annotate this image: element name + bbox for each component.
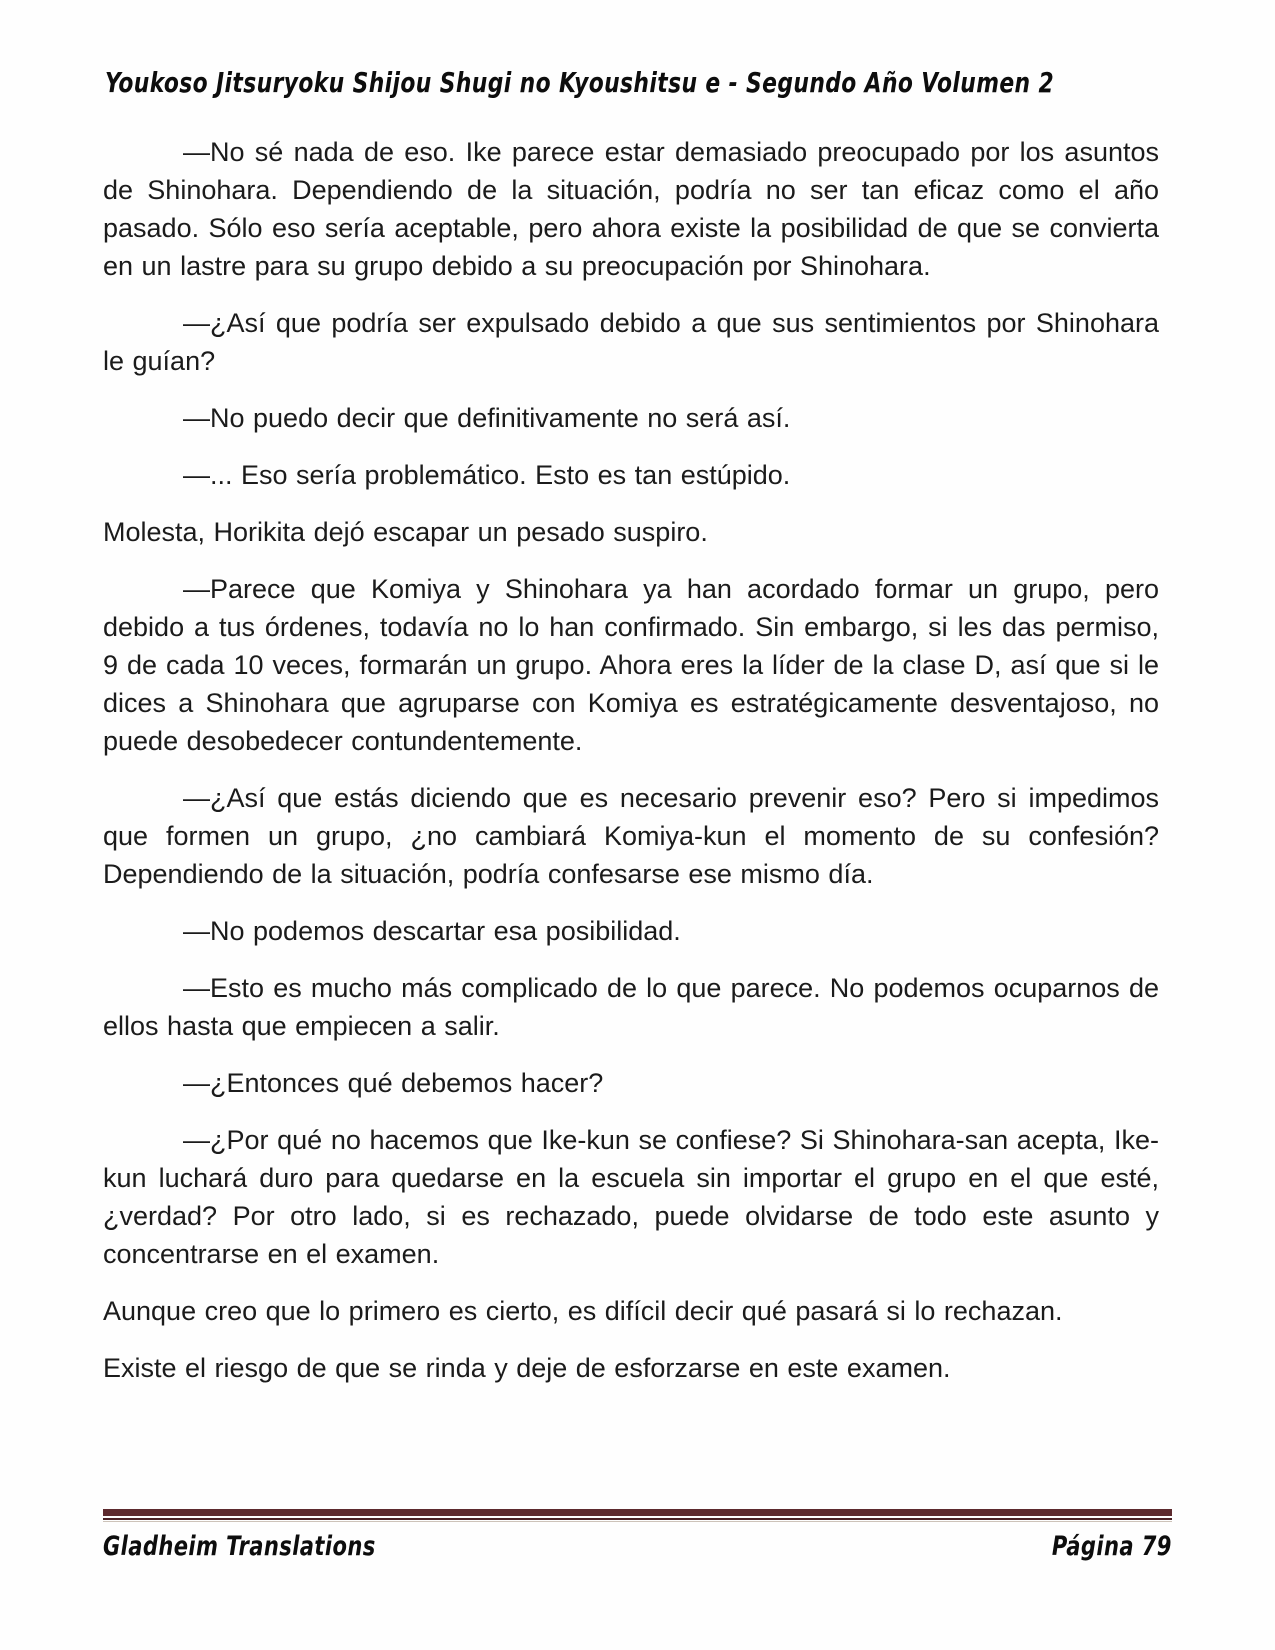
- paragraph: Molesta, Horikita dejó escapar un pesado suspiro.: [103, 517, 708, 547]
- paragraph: —¿Así que estás diciendo que es necesario prevenir eso? Pero si impedimos que formen un grupo, ¿no cambiará Komiya-kun el momento de su confesión? Dependiendo de la situación, podría confesarse ese mismo día.: [103, 783, 1159, 889]
- paragraph: —Esto es mucho más complicado de lo que parece. No podemos ocuparnos de ellos hasta que empiecen a salir.: [103, 973, 1159, 1041]
- paragraph: —No sé nada de eso. Ike parece estar demasiado preocupado por los asuntos de Shinohara. Dependiendo de la situación, podría no ser tan eficaz como el año pasado. Sólo eso sería aceptable, pero ahora existe la posibilidad de que se convierta en un lastre para su grupo debido a su preocupación por Shinohara.: [103, 137, 1159, 281]
- footer-rule-faint: [103, 1521, 1172, 1522]
- paragraph: —No podemos descartar esa posibilidad.: [183, 916, 681, 946]
- page-header: [105, 66, 1174, 99]
- paragraph: —¿Por qué no hacemos que Ike-kun se confiese? Si Shinohara-san acepta, Ike-kun luchará duro para quedarse en la escuela sin importar el grupo en el que esté, ¿verdad? Por otro lado, si es rechazado, puede olvidarse de todo este asunto y concentrarse en el examen.: [103, 1125, 1159, 1269]
- paragraph: —¿Entonces qué debemos hacer?: [183, 1068, 604, 1098]
- footer-row: [103, 1531, 1172, 1562]
- footer-page-number: [1018, 1531, 1172, 1562]
- page-footer: [103, 1509, 1172, 1562]
- paragraph: —No puedo decir que definitivamente no será así.: [183, 403, 791, 433]
- footer-rule-thick: [103, 1509, 1172, 1516]
- header-title: Youkoso Jitsuryoku Shijou Shugi no Kyoushitsu e - Segundo Año Volumen 2: [105, 66, 1055, 99]
- paragraph: —¿Así que podría ser expulsado debido a que sus sentimientos por Shinohara le guían?: [103, 308, 1159, 376]
- paragraph: —... Eso sería problemático. Esto es tan estúpido.: [183, 460, 791, 490]
- footer-translator-label: Gladheim Translations: [103, 1531, 376, 1562]
- document-body: [103, 133, 1159, 1406]
- paragraph: —Parece que Komiya y Shinohara ya han acordado formar un grupo, pero debido a tus órdenes, todavía no lo han confirmado. Sin embargo, si les das permiso, 9 de cada 10 veces, formarán un grupo. Ahora eres la líder de la clase D, así que si le dices a Shinohara que agruparse con Komiya es estratégicamente desventajoso, no puede desobedecer contundentemente.: [103, 574, 1159, 756]
- footer-rule-thin: [103, 1518, 1172, 1520]
- paragraph: Aunque creo que lo primero es cierto, es difícil decir qué pasará si lo rechazan.: [103, 1296, 1063, 1326]
- paragraph: Existe el riesgo de que se rinda y deje de esforzarse en este examen.: [103, 1353, 951, 1383]
- footer-translator: [103, 1531, 453, 1562]
- footer-page-label: Página 79: [1052, 1531, 1172, 1562]
